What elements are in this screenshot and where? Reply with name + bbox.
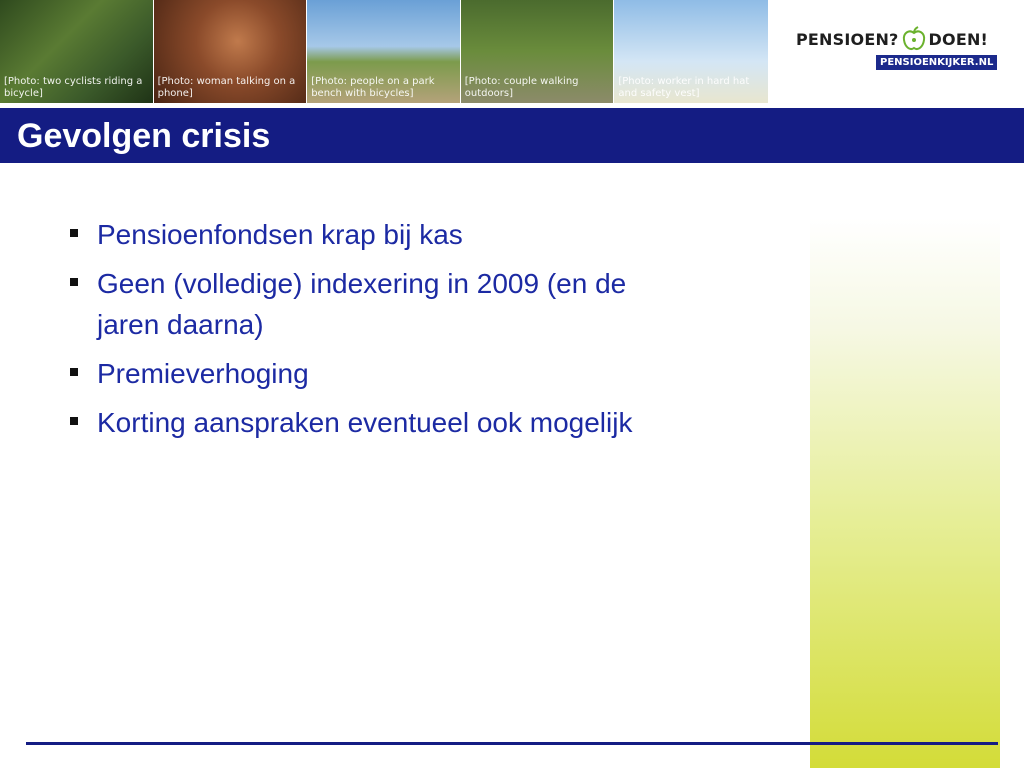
bullet-item — [70, 402, 670, 443]
photo-cyclists — [0, 0, 154, 103]
bullet-item — [70, 263, 670, 345]
photo-park-bench — [307, 0, 461, 103]
bullet-text: Premieverhoging — [97, 358, 309, 389]
bullet-square-icon — [70, 278, 78, 286]
bullet-square-icon — [70, 368, 78, 376]
photo-couple-walking — [461, 0, 615, 103]
photo-caption: [Photo: people on a park bench with bicycles] — [311, 76, 435, 99]
bullet-list — [70, 214, 670, 451]
photo-caption: [Photo: two cyclists riding a bicycle] — [4, 76, 143, 99]
bullet-text: Pensioenfondsen krap bij kas — [97, 219, 463, 250]
logo-wordmark — [796, 26, 992, 52]
photo-construction-worker — [614, 0, 768, 103]
logo-word-pensioen: PENSIOEN? — [796, 29, 899, 49]
bullet-square-icon — [70, 229, 78, 237]
photo-woman-phone — [154, 0, 308, 103]
footer-divider — [26, 742, 998, 745]
bullet-square-icon — [70, 417, 78, 425]
photo-caption: [Photo: worker in hard hat and safety vest] — [618, 76, 750, 99]
apple-icon — [902, 26, 926, 52]
title-bar — [0, 108, 1024, 163]
green-gradient-panel — [810, 218, 1000, 768]
slide-title: Gevolgen crisis — [17, 117, 271, 155]
pensioen-doen-logo — [796, 26, 992, 82]
bullet-item — [70, 353, 670, 394]
bullet-text: Korting aanspraken eventueel ook mogelijk — [97, 407, 633, 438]
bullet-text: Geen (volledige) indexering in 2009 (en de jaren daarna) — [97, 268, 627, 340]
bullet-item — [70, 214, 670, 255]
logo-word-doen: DOEN! — [928, 29, 989, 49]
photo-caption: [Photo: couple walking outdoors] — [464, 76, 579, 99]
logo-url-badge: PENSIOENKIJKER.NL — [876, 55, 997, 70]
photo-caption: [Photo: woman talking on a phone] — [157, 76, 296, 99]
header-photo-strip — [0, 0, 768, 103]
